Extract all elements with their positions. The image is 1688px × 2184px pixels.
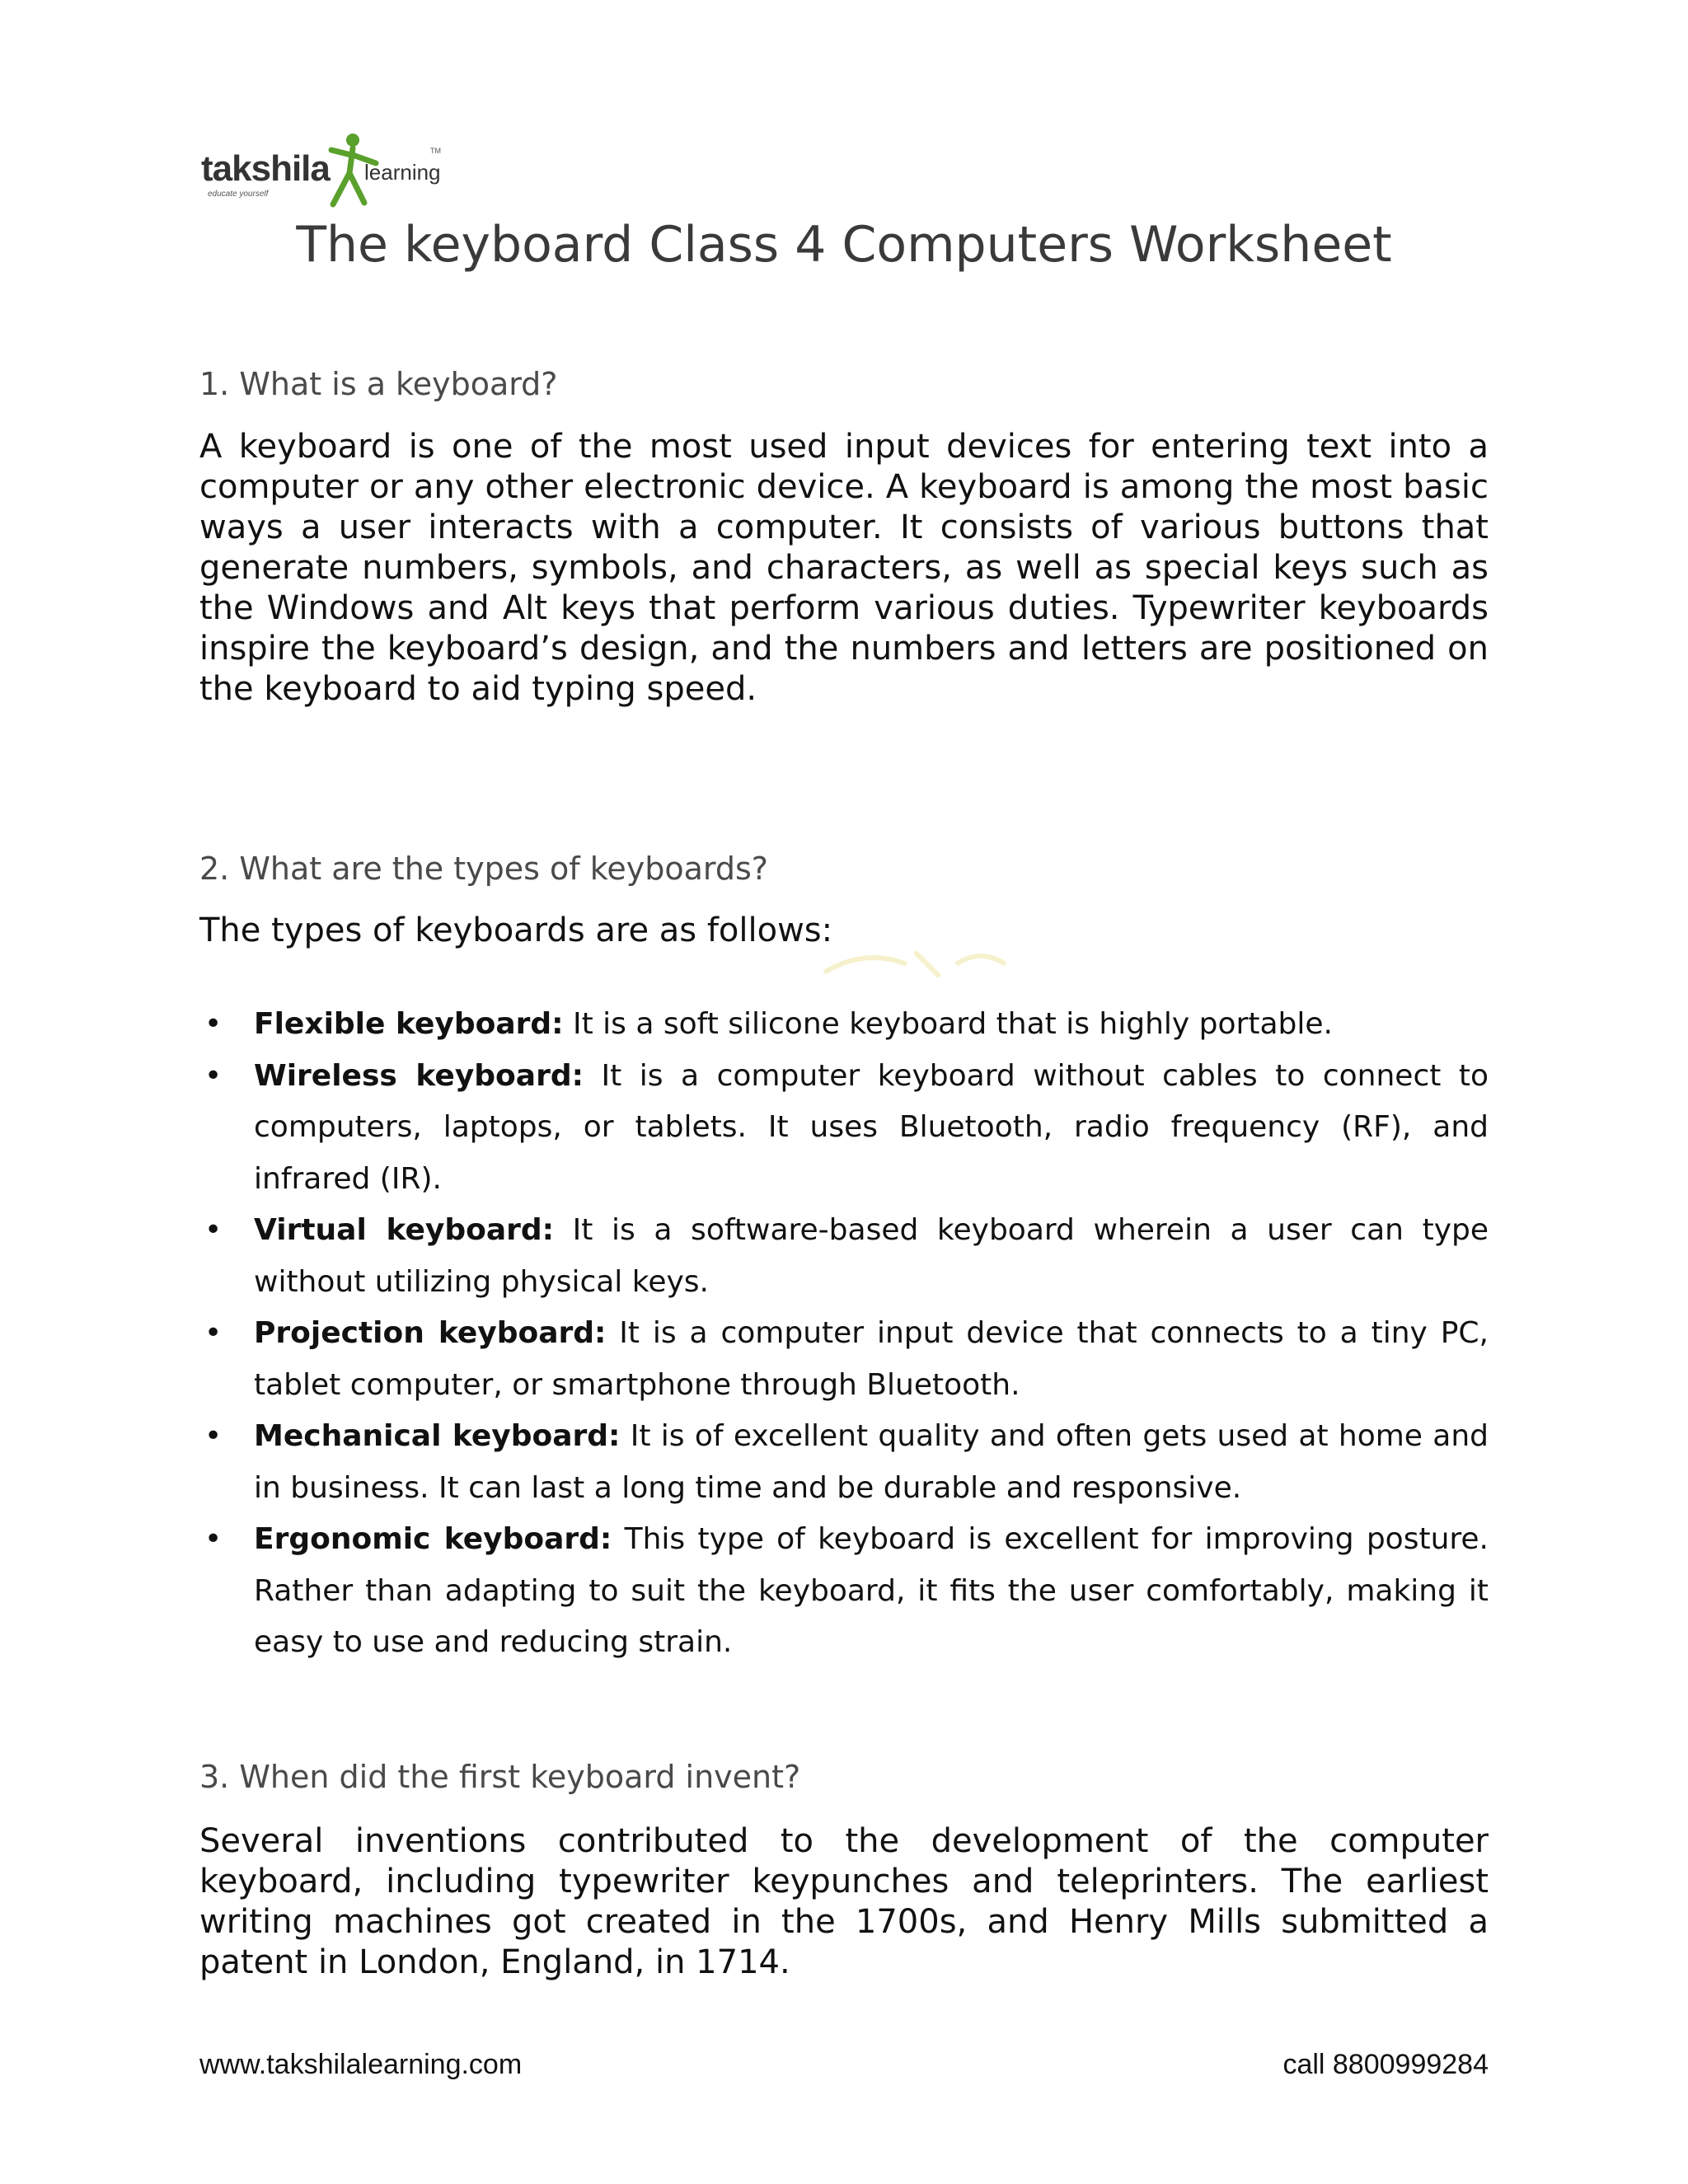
bullet-icon: •: [204, 1316, 223, 1350]
answer-1: A keyboard is one of the most used input devices for entering text into a computer or any other electronic device. A keyboard is among the most basic ways a user interacts with a computer. It consists of various buttons that generate numbers, symbols, and characters, as well as special keys such as the Windows and Alt keys that perform various duties. Typewriter keyboards inspire the keyboard’s design, and the numbers and letters are positioned on the keyboard to aid typing speed.: [199, 428, 1489, 708]
item-term: Virtual keyboard:: [254, 1213, 555, 1247]
keyboard-types-list: [199, 999, 1489, 1669]
bullet-icon: •: [204, 1007, 223, 1041]
bullet-icon: •: [204, 1522, 223, 1556]
list-item: [199, 1411, 1489, 1514]
logo: [201, 132, 448, 214]
item-description: It is a computer keyboard without cables to connect to computers, laptops, or tablets. It uses Bluetooth, radio frequency (RF), and infrared (IR).: [254, 1058, 1489, 1196]
page-title: The keyboard Class 4 Computers Worksheet: [296, 216, 1392, 274]
bullet-icon: •: [204, 1058, 223, 1093]
item-description: This type of keyboard is excellent for improving posture. Rather than adapting to suit the keyboard, it fits the user comfortably, making it easy to use and reducing strain.: [254, 1522, 1489, 1659]
footer-phone: call 8800999284: [1282, 2049, 1489, 2080]
footer-website-link[interactable]: www.takshilalearning.com: [199, 2049, 523, 2080]
item-description: It is a computer input device that connects to a tiny PC, tablet computer, or smartphone through Bluetooth.: [254, 1316, 1489, 1402]
item-term: Mechanical keyboard:: [254, 1419, 621, 1453]
question-1: 1. What is a keyboard?: [199, 366, 558, 402]
answer-3: Several inventions contributed to the development of the computer keyboard, including typewriter keypunches and teleprinters. The earliest writing machines got created in the 1700s, and Henry Mills submitted a patent in London, England, in 1714.: [199, 1822, 1489, 1981]
item-term: Flexible keyboard:: [254, 1007, 564, 1041]
item-description: It is a soft silicone keyboard that is highly portable.: [563, 1007, 1333, 1041]
list-item: [199, 1205, 1489, 1308]
question-2: 2. What are the types of keyboards?: [199, 851, 768, 887]
watermark-graphic: [816, 940, 1022, 989]
list-item: [199, 1051, 1489, 1206]
list-item: [199, 999, 1489, 1051]
logo-name: takshila: [201, 148, 330, 189]
list-item: [199, 1308, 1489, 1411]
logo-suffix: learning: [364, 160, 441, 185]
item-description: It is a software-based keyboard wherein a user can type without utilizing physical keys.: [254, 1213, 1489, 1299]
item-term: Wireless keyboard:: [254, 1058, 584, 1093]
logo-tagline: educate yourself: [208, 190, 269, 199]
bullet-icon: •: [204, 1419, 223, 1453]
logo-trademark: TM: [430, 147, 441, 155]
types-intro: The types of keyboards are as follows:: [199, 912, 833, 949]
item-term: Projection keyboard:: [254, 1316, 607, 1350]
item-description: It is of excellent quality and often gets used at home and in business. It can last a long time and be durable and responsive.: [254, 1419, 1489, 1505]
item-term: Ergonomic keyboard:: [254, 1522, 612, 1556]
bullet-icon: •: [204, 1213, 223, 1247]
question-3: 3. When did the first keyboard invent?: [199, 1759, 801, 1795]
list-item: [199, 1514, 1489, 1669]
